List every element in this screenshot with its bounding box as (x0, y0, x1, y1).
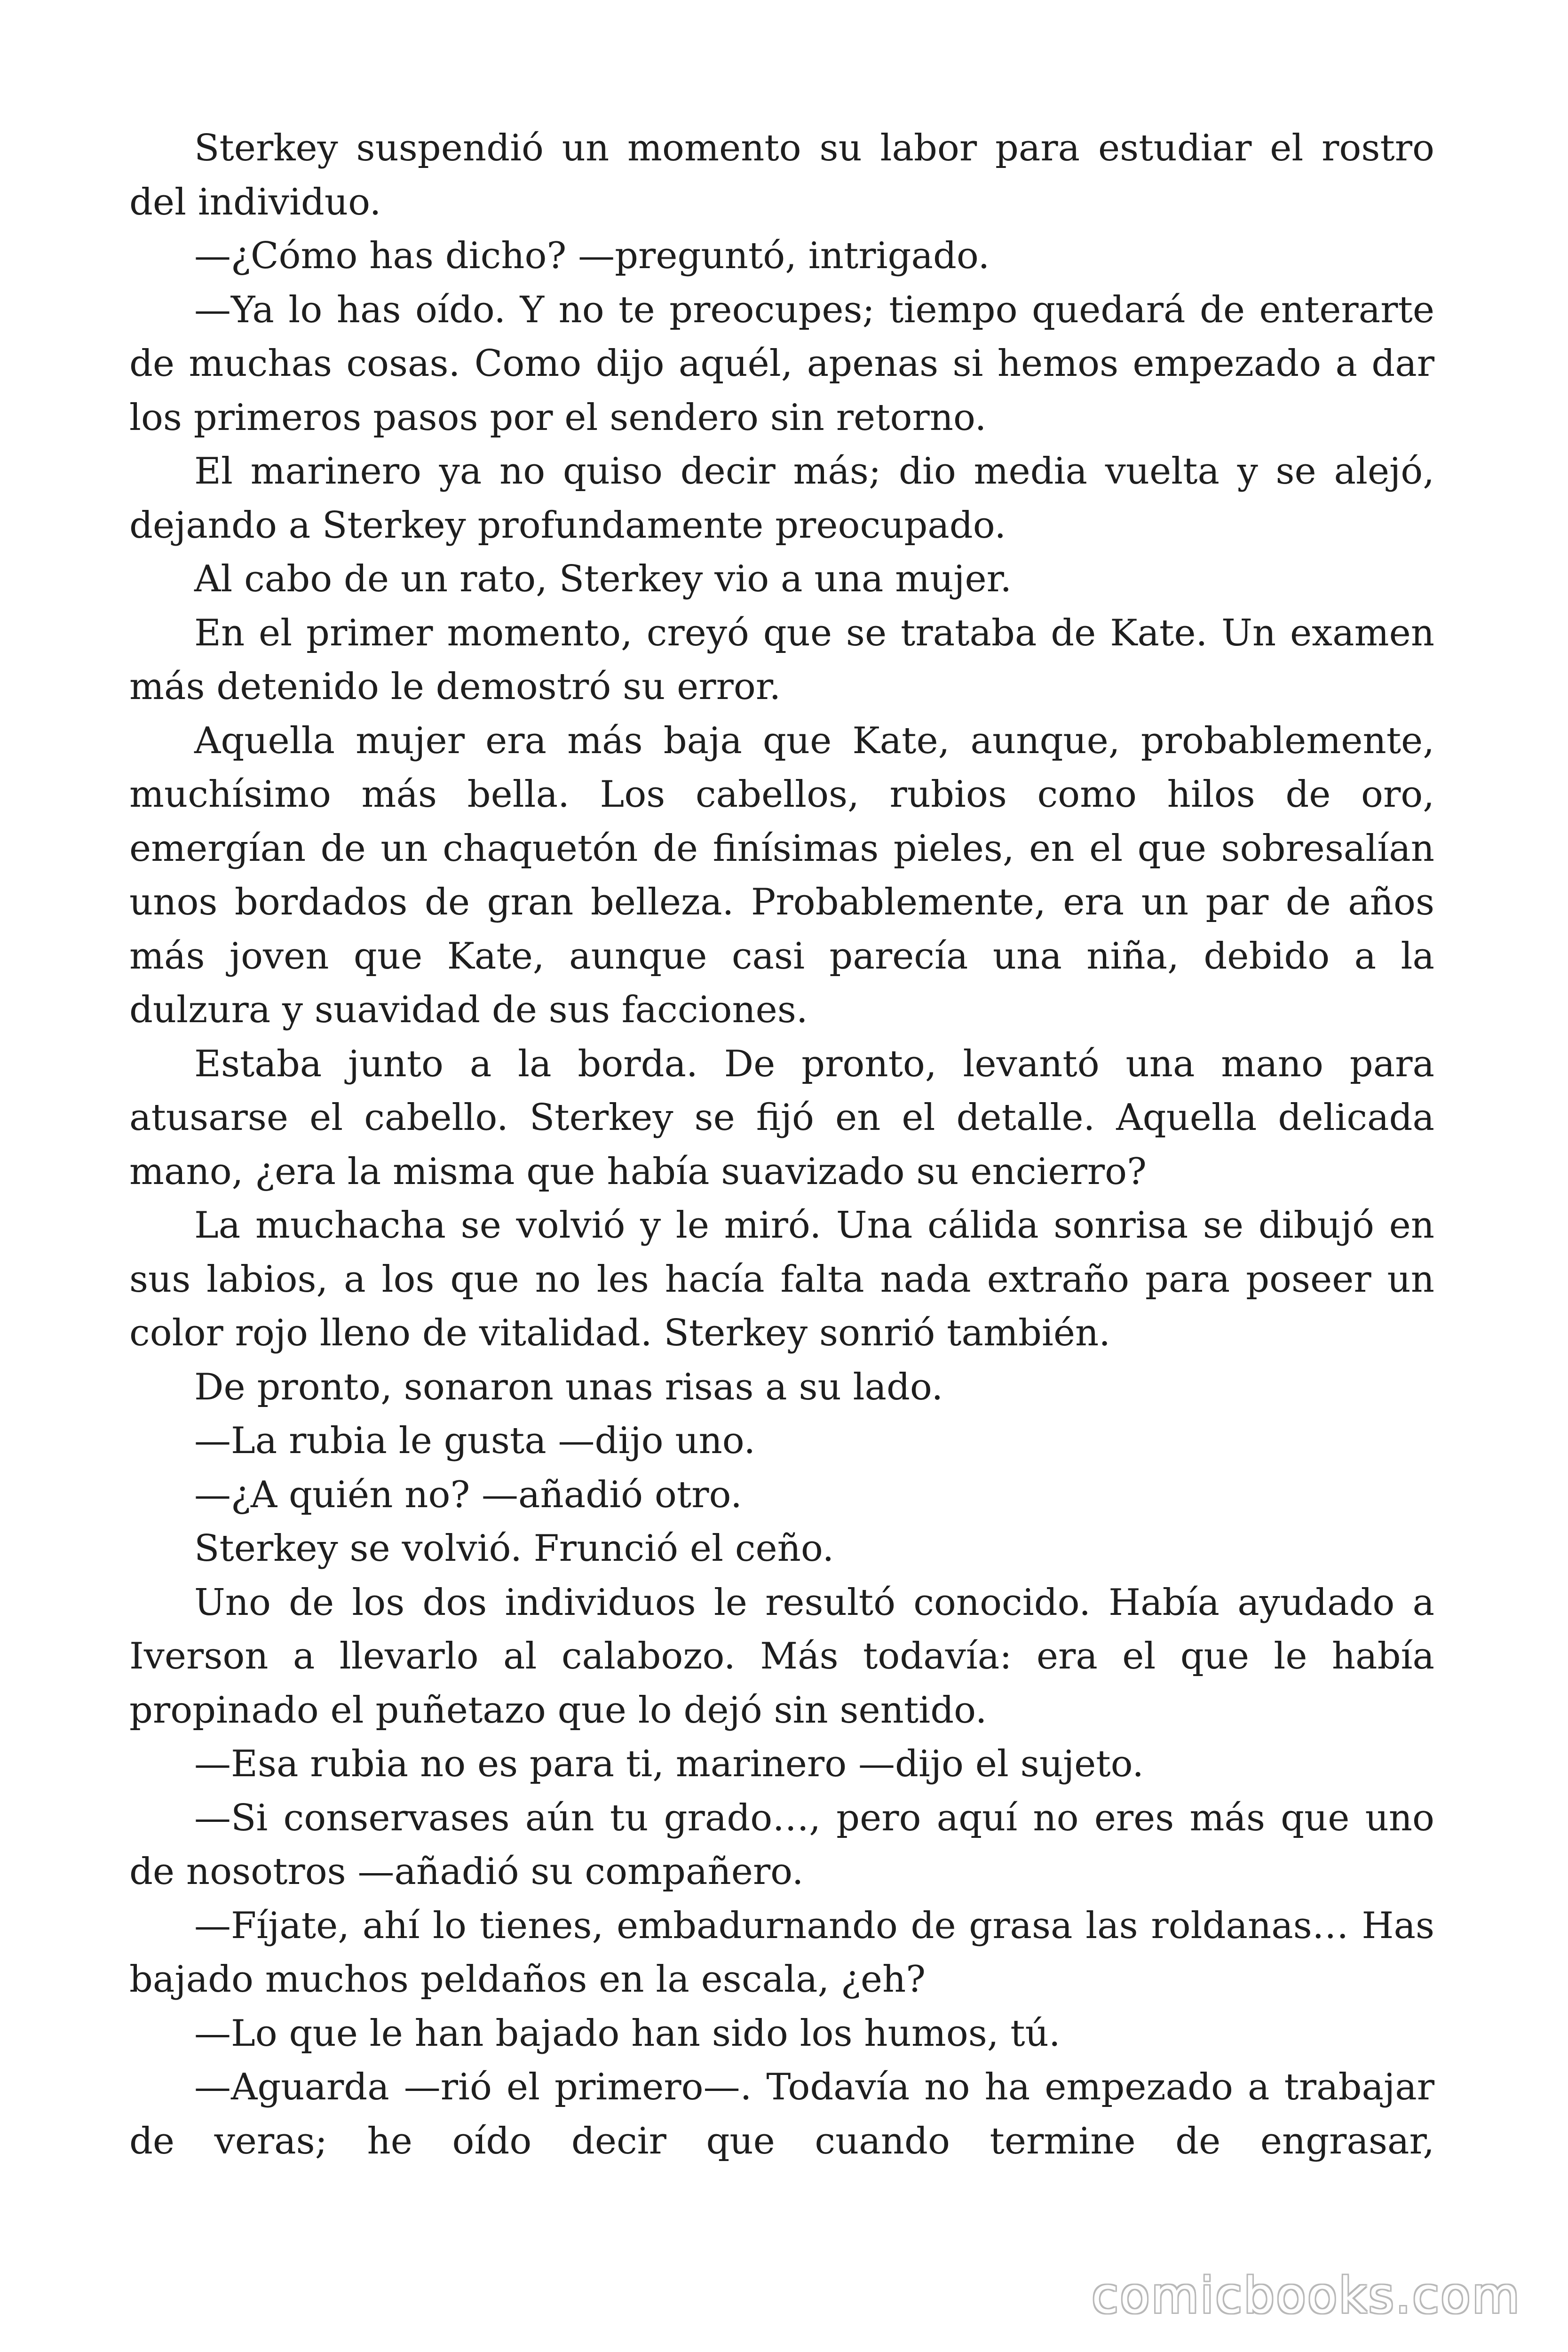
paragraph: —Lo que le han bajado han sido los humos, tú. (194, 2012, 1061, 2055)
paragraph: Sterkey se volvió. Frunció el ceño. (194, 1527, 834, 1570)
paragraph: —Aguarda —rió el primero—. Todavía no ha empezado a trabajar de veras; he oído decir que cuando termine de engrasar, (129, 2066, 1434, 2162)
paragraph: Sterkey suspendió un momento su labor para estudiar el rostro del individuo. (129, 127, 1434, 223)
paragraph: —Fíjate, ahí lo tienes, embadurnando de grasa las roldanas… Has bajado muchos peldaños en la escala, ¿eh? (129, 1904, 1434, 2001)
paragraph: —Ya lo has oído. Y no te preocupes; tiempo quedará de enterarte de muchas cosas. Como dijo aquél, apenas si hemos empezado a dar los primeros pasos por el sendero sin retorno. (129, 288, 1434, 439)
watermark-text: comicbooks.com (1091, 2267, 1521, 2324)
paragraph: —¿Cómo has dicho? —preguntó, intrigado. (194, 235, 990, 277)
paragraph: Al cabo de un rato, Sterkey vio a una mujer. (194, 558, 1012, 600)
paragraph: La muchacha se volvió y le miró. Una cálida sonrisa se dibujó en sus labios, a los que no les hacía falta nada extraño para poseer un color rojo lleno de vitalidad. Sterkey sonrió también. (129, 1204, 1434, 1354)
paragraph: —Esa rubia no es para ti, marinero —dijo el sujeto. (194, 1743, 1144, 1785)
paragraph: Estaba junto a la borda. De pronto, levantó una mano para atusarse el cabello. Sterkey se fijó en el detalle. Aquella delicada mano, ¿era la misma que había suavizado su encierro? (129, 1042, 1434, 1193)
paragraph: Uno de los dos individuos le resultó conocido. Había ayudado a Iverson a llevarlo al calabozo. Más todavía: era el que le había propinado el puñetazo que lo dejó sin sentido. (129, 1581, 1434, 1732)
paragraph: El marinero ya no quiso decir más; dio media vuelta y se alejó, dejando a Sterkey profundamente preocupado. (129, 450, 1434, 547)
paragraph: De pronto, sonaron unas risas a su lado. (194, 1366, 943, 1408)
paragraph: —Si conservases aún tu grado…, pero aquí no eres más que uno de nosotros —añadió su compañero. (129, 1796, 1434, 1893)
paragraph: Aquella mujer era más baja que Kate, aunque, probablemente, muchísimo más bella. Los cabellos, rubios como hilos de oro, emergían de un chaquetón de finísimas pieles, en el que sobresalían unos bordados de gran belleza. Probablemente, era un par de años más joven que Kate, aunque casi parecía una niña, debido a la dulzura y suavidad de sus facciones. (129, 719, 1434, 1031)
paragraph: En el primer momento, creyó que se trataba de Kate. Un examen más detenido le demostró su error. (129, 612, 1434, 708)
paragraph: —¿A quién no? —añadió otro. (194, 1473, 742, 1516)
paragraph: —La rubia le gusta —dijo uno. (194, 1420, 756, 1462)
body-text (129, 121, 1434, 2168)
